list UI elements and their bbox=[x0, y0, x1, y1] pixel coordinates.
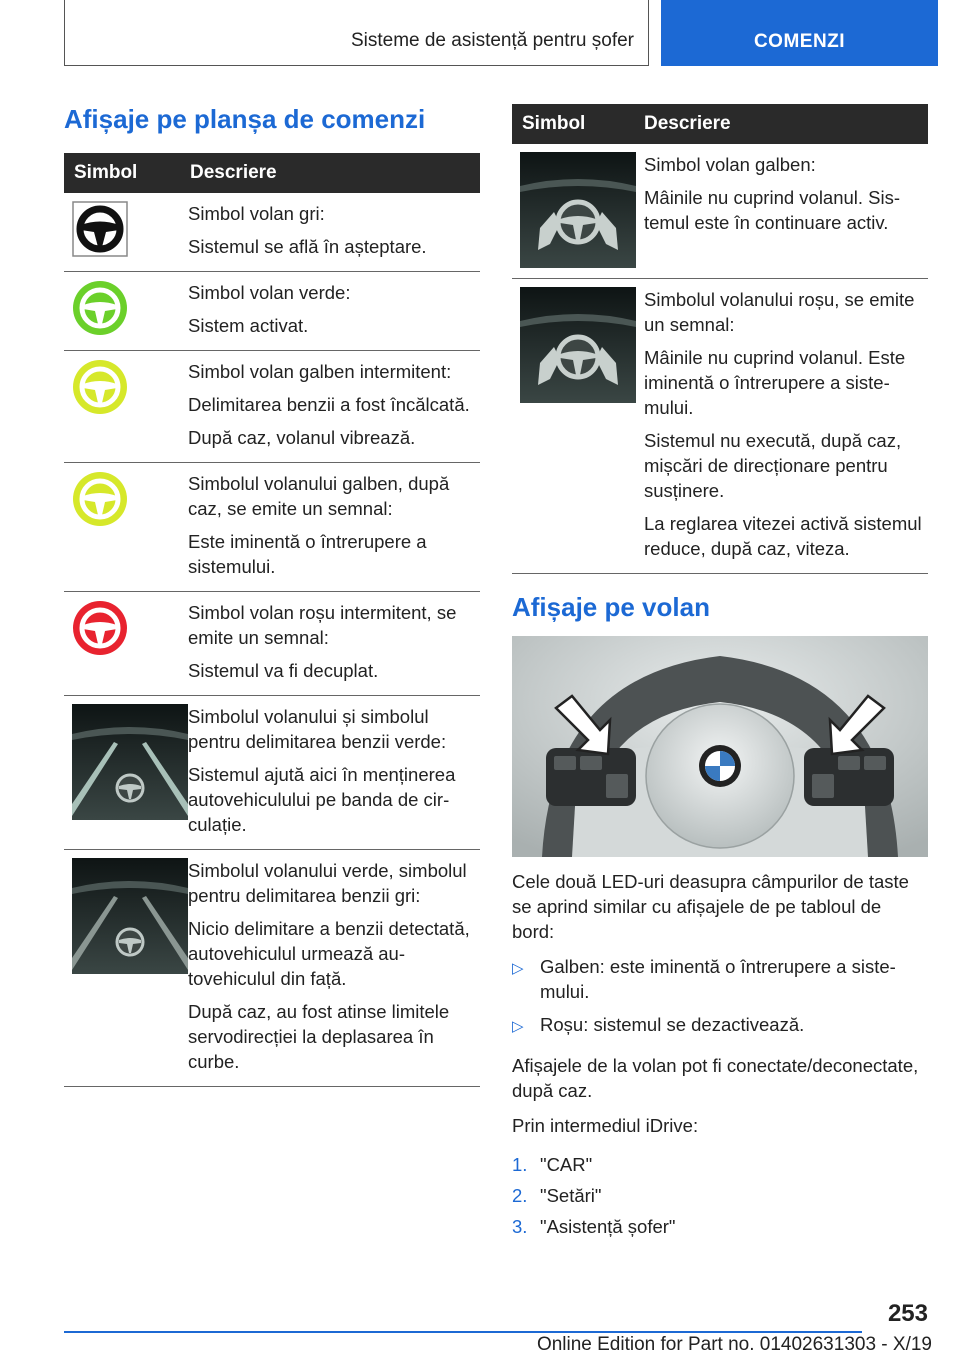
header-section-box bbox=[64, 0, 649, 66]
row-text-line: Este iminentă o întrerupere a sistemului. bbox=[188, 531, 427, 577]
row-text-line: Simbol volan galben: bbox=[644, 154, 816, 175]
paragraph: Afișajele de la volan pot fi conectate/deconectate, după caz. bbox=[512, 1055, 919, 1101]
row-text-line: Sistem activat. bbox=[188, 315, 309, 336]
steering-wheel-photo bbox=[512, 636, 928, 857]
list-item bbox=[512, 1012, 928, 1039]
step-text: "CAR" bbox=[540, 1154, 593, 1175]
row-text-line: Sistemul nu execută, după caz, mișcări de direcționare pentru susținere. bbox=[644, 430, 902, 501]
steering-wheel-gray-icon bbox=[72, 201, 128, 257]
row-text-line: Mâinile nu cuprind volanul. Sistemul este în continuare activ. bbox=[644, 187, 901, 233]
header-chapter-tab[interactable]: COMENZI bbox=[661, 0, 938, 66]
table-row bbox=[64, 696, 480, 850]
col-header-symbol: Simbol bbox=[512, 104, 638, 144]
steering-wheel-yellow-icon bbox=[72, 471, 128, 527]
list-item-text: Galben: este iminentă o întrerupere a sistemului. bbox=[540, 956, 896, 1002]
steering-wheel-red-blinking-icon bbox=[72, 600, 128, 656]
list-item bbox=[512, 1183, 928, 1208]
table-row bbox=[512, 279, 928, 574]
list-item bbox=[512, 1152, 928, 1177]
col-header-description: Descriere bbox=[638, 104, 928, 144]
list-item bbox=[512, 1214, 928, 1239]
step-number: 3. bbox=[512, 1216, 528, 1237]
step-text: "Asistență șofer" bbox=[540, 1216, 676, 1237]
step-number: 2. bbox=[512, 1185, 528, 1206]
hands-off-red-display-icon bbox=[520, 287, 636, 403]
row-text-line: Sistemul ajută aici în menținerea autovehiculului pe banda de circulație. bbox=[188, 764, 456, 835]
symbol-table-right bbox=[512, 104, 928, 574]
symbol-table-left bbox=[64, 153, 480, 1087]
hands-off-yellow-display-icon bbox=[520, 152, 636, 268]
bullet-triangle-icon: ▷ bbox=[512, 960, 524, 977]
table-row bbox=[64, 850, 480, 1087]
row-text-line: La reglarea vitezei activă sistemul reduce, după caz, viteza. bbox=[644, 513, 922, 559]
row-text-line: Simbolul volanului verde, simbolul pentru delimitarea benzii gri: bbox=[188, 860, 467, 906]
row-text-line: Sistemul va fi decuplat. bbox=[188, 660, 379, 681]
row-text-line: După caz, au fost atinse limitele servodirecției la deplasarea în curbe. bbox=[188, 1001, 450, 1072]
col-header-description: Descriere bbox=[182, 153, 480, 193]
row-text-line: Simbolul volanului roșu, se emite un semnal: bbox=[644, 289, 915, 335]
footer-edition-text: Online Edition for Part no. 01402631303 - X/19 bbox=[536, 1334, 932, 1355]
row-text-line: Simbol volan verde: bbox=[188, 282, 351, 303]
step-text: "Setări" bbox=[540, 1185, 602, 1206]
lane-green-display-icon bbox=[72, 704, 188, 820]
table-row bbox=[64, 272, 480, 351]
bullet-triangle-icon: ▷ bbox=[512, 1018, 524, 1035]
paragraph: Prin intermediul iDrive: bbox=[512, 1115, 699, 1136]
row-text-line: Sistemul se află în așteptare. bbox=[188, 236, 427, 257]
page-number: 253 bbox=[887, 1300, 928, 1327]
row-text-line: După caz, volanul vibrează. bbox=[188, 427, 416, 448]
footer-divider bbox=[64, 1331, 862, 1333]
list-item bbox=[512, 954, 928, 1004]
row-text-line: Delimitarea benzii a fost încălcată. bbox=[188, 394, 470, 415]
row-text-line: Simbol volan gri: bbox=[188, 203, 325, 224]
row-text-line: Simbol volan galben intermitent: bbox=[188, 361, 452, 382]
section-title-dashboard-displays: Afișaje pe planșa de comenzi bbox=[64, 104, 426, 134]
table-row bbox=[64, 592, 480, 696]
header-section-title: Sisteme de asistență pentru șofer bbox=[350, 30, 634, 51]
section-title-steering-wheel-displays: Afișaje pe volan bbox=[512, 592, 710, 622]
table-row bbox=[512, 144, 928, 279]
list-item-text: Roșu: sistemul se dezactivează. bbox=[540, 1014, 805, 1035]
row-text-line: Simbolul volanului și simbolul pentru delimitarea benzii verde: bbox=[188, 706, 447, 752]
table-row bbox=[64, 463, 480, 592]
row-text-line: Nicio delimitare a benzii detectată, autovehiculul urmează autovehiculul din față. bbox=[188, 918, 470, 989]
steering-wheel-description bbox=[512, 869, 928, 1245]
row-text-line: Simbol volan roșu intermitent, se emite un semnal: bbox=[188, 602, 457, 648]
row-text-line: Simbolul volanului galben, după caz, se emite un semnal: bbox=[188, 473, 450, 519]
table-row bbox=[64, 351, 480, 463]
table-row bbox=[64, 193, 480, 272]
steering-wheel-green-icon bbox=[72, 280, 128, 336]
row-text-line: Mâinile nu cuprind volanul. Este iminentă o întrerupere a sistemului. bbox=[644, 347, 906, 418]
paragraph: Cele două LED-uri deasupra câmpurilor de taste se aprind similar cu afișajele de pe tabloul de bord: bbox=[512, 871, 909, 942]
col-header-symbol: Simbol bbox=[64, 153, 182, 193]
step-number: 1. bbox=[512, 1154, 528, 1175]
lane-gray-display-icon bbox=[72, 858, 188, 974]
steering-wheel-yellow-blinking-icon bbox=[72, 359, 128, 415]
